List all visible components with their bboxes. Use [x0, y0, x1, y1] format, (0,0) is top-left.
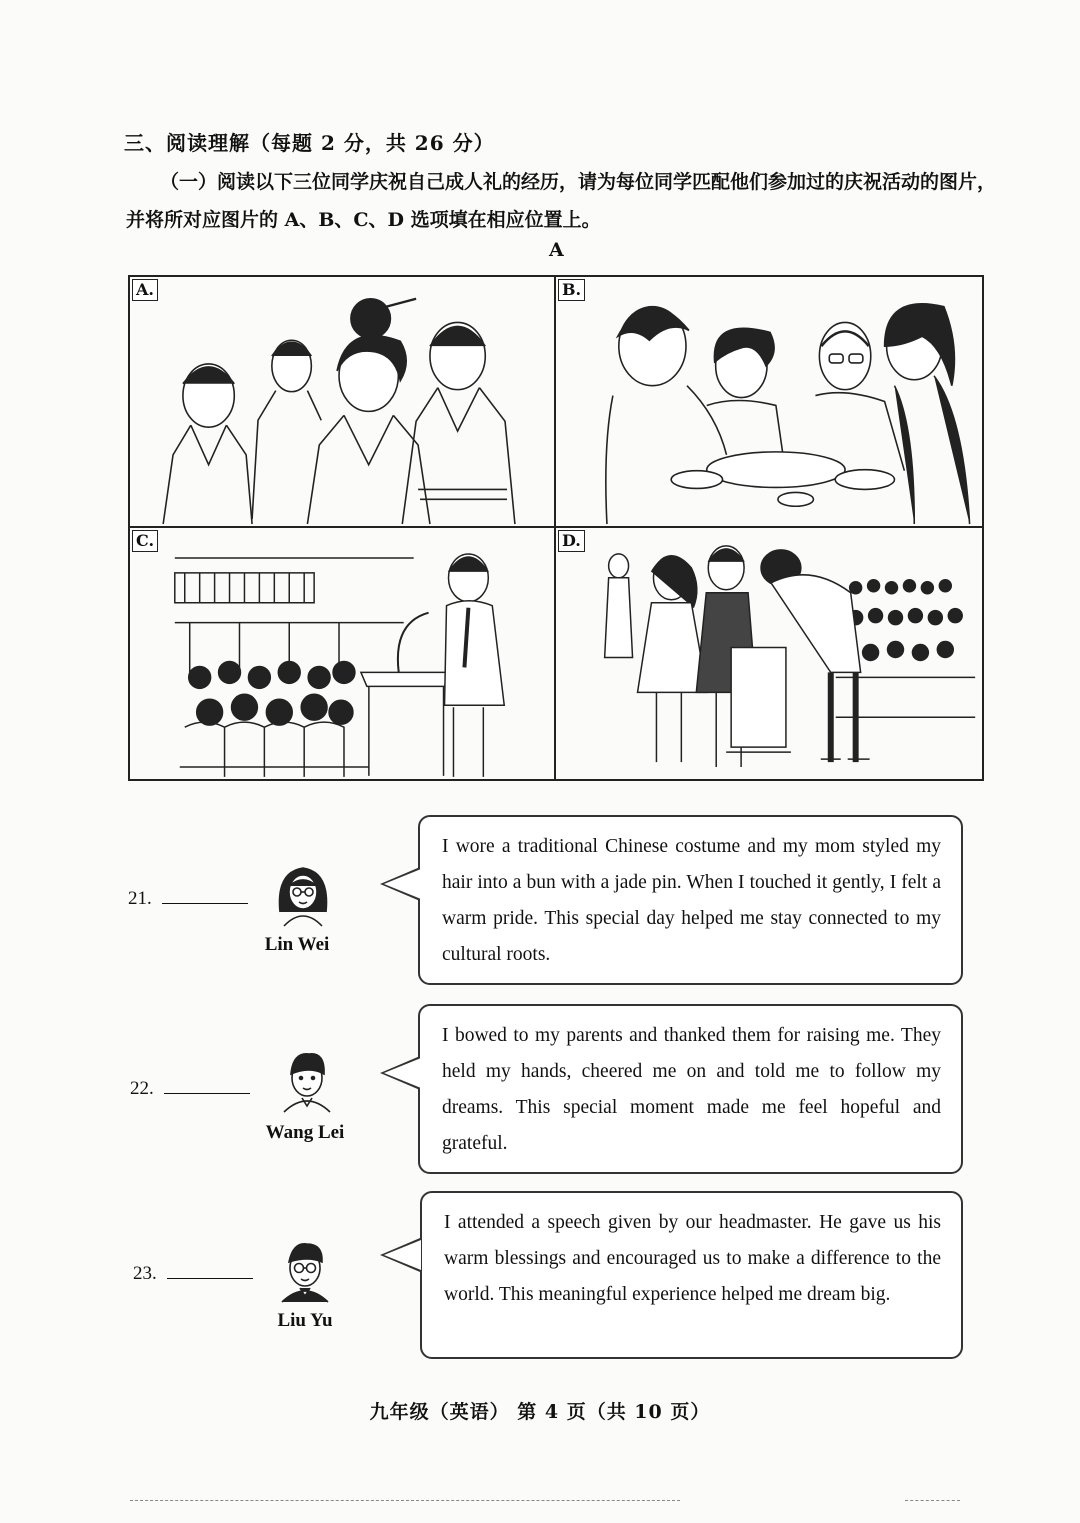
boy-glasses-avatar-icon	[272, 1238, 338, 1304]
scan-dash-line	[130, 1500, 680, 1501]
picture-d	[556, 528, 982, 779]
girl-avatar-icon	[270, 862, 336, 928]
passage-label: A	[549, 239, 564, 261]
traditional-costume-illustration	[130, 277, 554, 526]
family-dinner-illustration	[556, 277, 982, 526]
headmaster-speech-illustration	[130, 528, 554, 779]
speech-bubble: I attended a speech given by our headmaster. He gave us his warm blessings and encouraged us to make a difference to the world. This meaningful experience helped me dream big.	[420, 1191, 963, 1359]
boy-avatar-icon	[274, 1048, 340, 1114]
question-number: 21.	[128, 888, 152, 909]
answer-blank[interactable]	[164, 1079, 250, 1094]
student-name: Liu Yu	[277, 1310, 333, 1331]
question-number: 23.	[133, 1263, 157, 1284]
picture-a	[130, 277, 556, 528]
picture-tag: C.	[132, 530, 158, 552]
instruction-text: （一）阅读以下三位同学庆祝自己成人礼的经历，请为每位同学匹配他们参加过的庆祝活动的图片，并将所对应图片的 A、B、C、D 选项填在相应位置上。	[126, 171, 997, 231]
picture-tag: A.	[132, 279, 158, 301]
question-23	[0, 1188, 1080, 1368]
answer-blank[interactable]	[162, 889, 248, 904]
picture-tag: B.	[558, 279, 585, 301]
bowing-to-parents-illustration	[556, 528, 982, 779]
question-number: 22.	[130, 1078, 154, 1099]
picture-tag: D.	[558, 530, 585, 552]
speech-bubble: I wore a traditional Chinese costume and my mom styled my hair into a bun with a jade pin. When I touched it gently, I felt a warm pride. This special day helped me stay connected to my cultural roots.	[418, 815, 963, 985]
picture-grid	[128, 275, 984, 781]
picture-c	[130, 528, 556, 779]
section-heading: 三、阅读理解（每题 2 分，共 26 分）	[124, 131, 495, 155]
scan-dash-line	[905, 1500, 960, 1501]
student-name: Wang Lei	[265, 1122, 345, 1143]
question-22	[0, 1000, 1080, 1180]
picture-b	[556, 277, 982, 528]
answer-blank[interactable]	[167, 1264, 253, 1279]
question-21	[0, 810, 1080, 990]
page-footer: 九年级（英语） 第 4 页（共 10 页）	[369, 1401, 711, 1423]
student-name: Lin Wei	[264, 934, 330, 955]
speech-bubble: I bowed to my parents and thanked them for raising me. They held my hands, cheered me on and told me to follow my dreams. This special moment made me feel hopeful and grateful.	[418, 1004, 963, 1174]
